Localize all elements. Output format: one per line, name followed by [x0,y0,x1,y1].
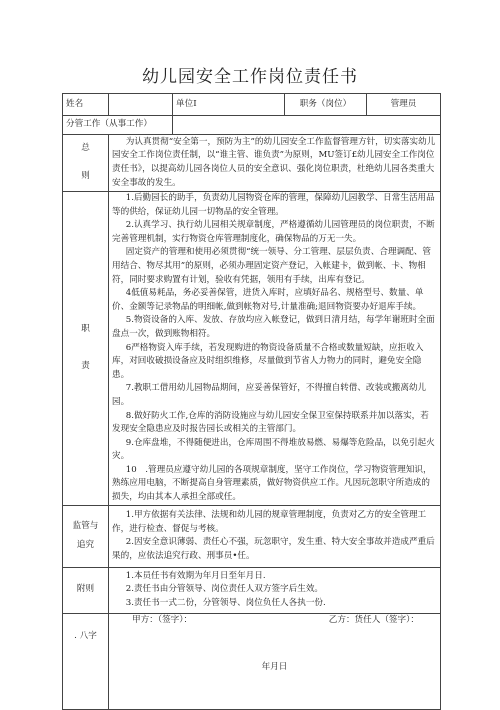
general-row [63,135,441,192]
signature-cell [109,613,441,709]
duties-row [63,192,441,506]
general-label [63,135,109,192]
supervision-label-top: 监管与 [72,520,99,531]
duty-item: 8.做好防火工作,仓库的消防设施应与幼儿园安全保卫室保持联系并加以落实，若发现安全隐患应及时报告园长或相关的主管部门。 [112,410,429,435]
duties-label-bottom: 责 [81,361,90,372]
general-label-bottom: 则 [81,171,90,181]
position-label: 职务（岗位） [285,94,367,116]
duties-text-cell [109,192,441,506]
division-row [63,116,441,135]
duties-label [63,192,109,506]
duty-item: 7.教职工借用幼儿园物品期间，应妥善保管好，不得擅自转借、改装或搬离幼儿园。 [112,383,427,407]
unit-label: 单位I [173,94,285,116]
supervision-row [63,505,441,567]
duty-item: 2.认真学习、执行幼儿园相关规章制度，严格遵循幼儿园管理员的岗位职责，不断完善管理机制，实行物资仓库管理制度化，确保物品的万无一失。 [112,220,435,244]
responsibility-table [62,93,441,710]
general-label-top: 总 [81,143,90,154]
signature-label: . 八字 [63,613,109,709]
supervision-item: 2.因安全意识薄弱、责任心不强，玩忽职守，发生重、特大安全事故并造成严重后果的，应依法追究行政、刑事员•任。 [112,537,435,561]
supervision-label-bottom: 追究 [76,540,95,551]
duties-label-top: 职 [81,323,90,334]
duty-item: 10 .管理员应遵守幼儿园的各项规章制度，坚守工作岗位，学习物资管理知识，熟练应用电脑，不断提高自身管理素质，做好物资供应工作。凡因玩忽职守所造成的损失，均由其本人承担全部或任。 [112,464,432,503]
header-row [63,94,441,116]
document-title: 幼儿园安全工作岗位责任书 [142,67,358,87]
duty-item: 1.后勤园长的助手，负责幼儿园物资仓库的管理，保障幼儿园教学、日常生活用品等的供给，保证幼儿园一切物品的安全管理。 [112,193,435,217]
appendix-row [63,567,441,613]
appendix-item: 2.责任书由分管领导、岗位责任人双方签字后生效。 [125,584,324,595]
duty-item: 5.物资设备的入库、发放、存放均应入帐登记，做到日清月结，每学年谢班时全面盘点一次，做到账物相符。 [112,315,435,339]
signature-row [63,613,441,709]
duty-item: 4低值易耗品，务必妥善保管，进货入库时，应填好品名、规格型号、数量、单价、金额等记录物品的明细帐,做到帐物对号,计量准确;退回物资要办好退库手续。 [112,288,424,312]
party-a-signature: 甲方：（签字）： [132,614,193,625]
signature-line [112,614,437,628]
supervision-label [63,505,109,567]
appendix-text-cell [109,567,441,613]
name-value [109,94,173,116]
appendix-label: 附则 [63,567,109,613]
general-text: 为认真贯彻“安全第一，预防为主”的幼儿园安全工作监督管理方针，切实落实幼儿园安全工作岗位责任制，以“谁主管、谁负责”为原则，MU签订£幼儿园安全工作岗位责任书》，以提高幼儿园各岗位人员的安全意识、强化岗位职责，杜绝幼儿园各类重大安全事故的发生。 [112,136,436,188]
duty-item: 固定资产的管理和使用必须贯彻“统一领导、分工管理、层层负责、合理调配、管用结合、物尽其用”的原则，必须办理固定资产登记，入帐建卡，做到帐、卡、物相符，同时要求购置有计划，验收有凭据，领用有手续，出库有登记。 [112,247,431,285]
signature-date: 年月日 [261,662,288,673]
party-b-signature: 乙方：货任人（签字）： [328,614,419,625]
supervision-text-cell [109,505,441,567]
appendix-item: 1.本员任书有效期为年月日至年月日. [125,570,266,581]
division-label: 分管工作（从事工作） [63,116,173,135]
division-value [173,116,441,135]
supervision-item: 1.甲方依据有关法律、法规和幼儿园的规章管理制度，负责对乙方的安全管理工作，进行检查、督促与考核。 [112,509,427,534]
duty-item: 6严格物资入库手续，若发现购进的物资设备质量不合格或数量短缺，应拒收入库，对回收破损设备应及时组织维修，尽量做到节省人力物力的同时，避免安全隐患。 [112,342,424,380]
appendix-item: 3.责任书一式二份，分管领导、岗位负任人各执一份. [125,597,326,608]
general-text-cell [109,135,441,192]
duty-item: 9.仓库盘堆，不得随便进出，仓库周围不得堆放易燃、易爆等危险品，以免引起火灾。 [112,437,435,462]
name-label: 姓名 [63,94,109,116]
position-value: 管理员 [367,94,441,116]
